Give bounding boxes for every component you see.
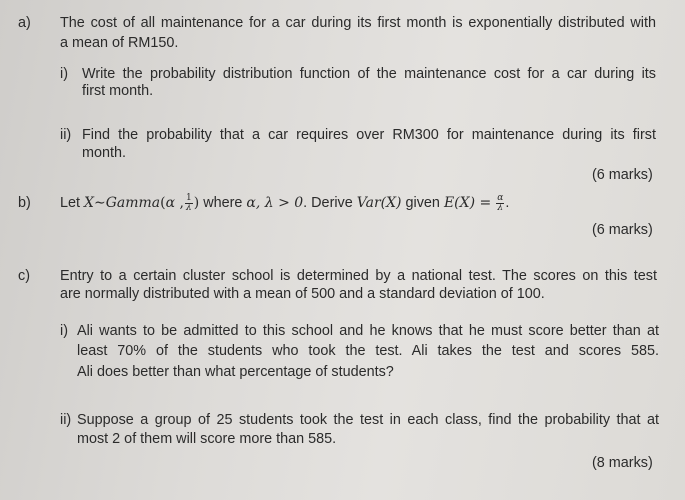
- let-text: Let: [60, 195, 81, 211]
- part-b-statement: Let X∼Gamma(α , $\frac{1}{\lambda}$ ) where α, λ > 0. Derive Var(X) given E(X) = $\frac{\alpha}{\lambda}$ .: [60, 192, 510, 213]
- part-c-i-line1: Ali wants to be admitted to this school and he knows that he must score better than at: [77, 323, 659, 339]
- part-c-marks: (8 marks): [592, 455, 653, 471]
- part-a-ii-line2: month.: [82, 145, 126, 161]
- part-b-marks: (6 marks): [592, 222, 653, 238]
- part-c-ii-line2: most 2 of them will score more than 585.: [77, 431, 337, 447]
- where-text: where: [203, 195, 243, 211]
- part-b-label: b): [18, 195, 31, 211]
- variance-expr: Var(X): [356, 195, 402, 211]
- fraction-one-over-lambda: $\frac{1}{\lambda}$: [186, 192, 192, 213]
- expectation-expr: E(X) =: [443, 195, 492, 211]
- condition-expr: α, λ > 0: [246, 195, 304, 211]
- part-c-i-line3: Ali does better than what percentage of students?: [77, 364, 394, 380]
- part-c-i-label: i): [60, 323, 68, 339]
- part-c-text-line2: are normally distributed with a mean of 500 and a standard deviation of 100.: [60, 286, 545, 302]
- part-c-label: c): [18, 268, 30, 284]
- given-text: given: [405, 195, 440, 211]
- part-c-i-line2: least 70% of the students who took the test. Ali takes the test and scores 585.: [77, 343, 659, 359]
- tilde-symbol: ∼: [93, 195, 106, 211]
- part-a-text-line2: a mean of RM150.: [60, 35, 179, 51]
- part-a-i-line1: Write the probability distribution function of the maintenance cost for a car during its: [82, 66, 656, 82]
- part-a-ii-label: ii): [60, 127, 72, 143]
- part-a-text-line1: The cost of all maintenance for a car during its first month is exponentially distributed with: [60, 15, 656, 31]
- part-c-ii-line1: Suppose a group of 25 students took the test in each class, find the probability that at: [77, 412, 659, 428]
- part-a-i-label: i): [60, 66, 68, 82]
- part-c-text-line1: Entry to a certain cluster school is determined by a national test. The scores on this test: [60, 268, 657, 284]
- alpha-param: α: [165, 195, 176, 211]
- fraction-alpha-over-lambda: $\frac{\alpha}{\lambda}$: [497, 192, 504, 213]
- gamma-word: Gamma: [105, 195, 161, 211]
- variable-x: X: [84, 195, 94, 211]
- part-a-ii-line1: Find the probability that a car requires over RM300 for maintenance during its first: [82, 127, 656, 143]
- part-c-ii-label: ii): [60, 412, 72, 428]
- part-a-label: a): [18, 15, 31, 31]
- part-a-i-line2: first month.: [82, 83, 154, 99]
- derive-text: . Derive: [303, 195, 353, 211]
- part-a-marks: (6 marks): [592, 167, 653, 183]
